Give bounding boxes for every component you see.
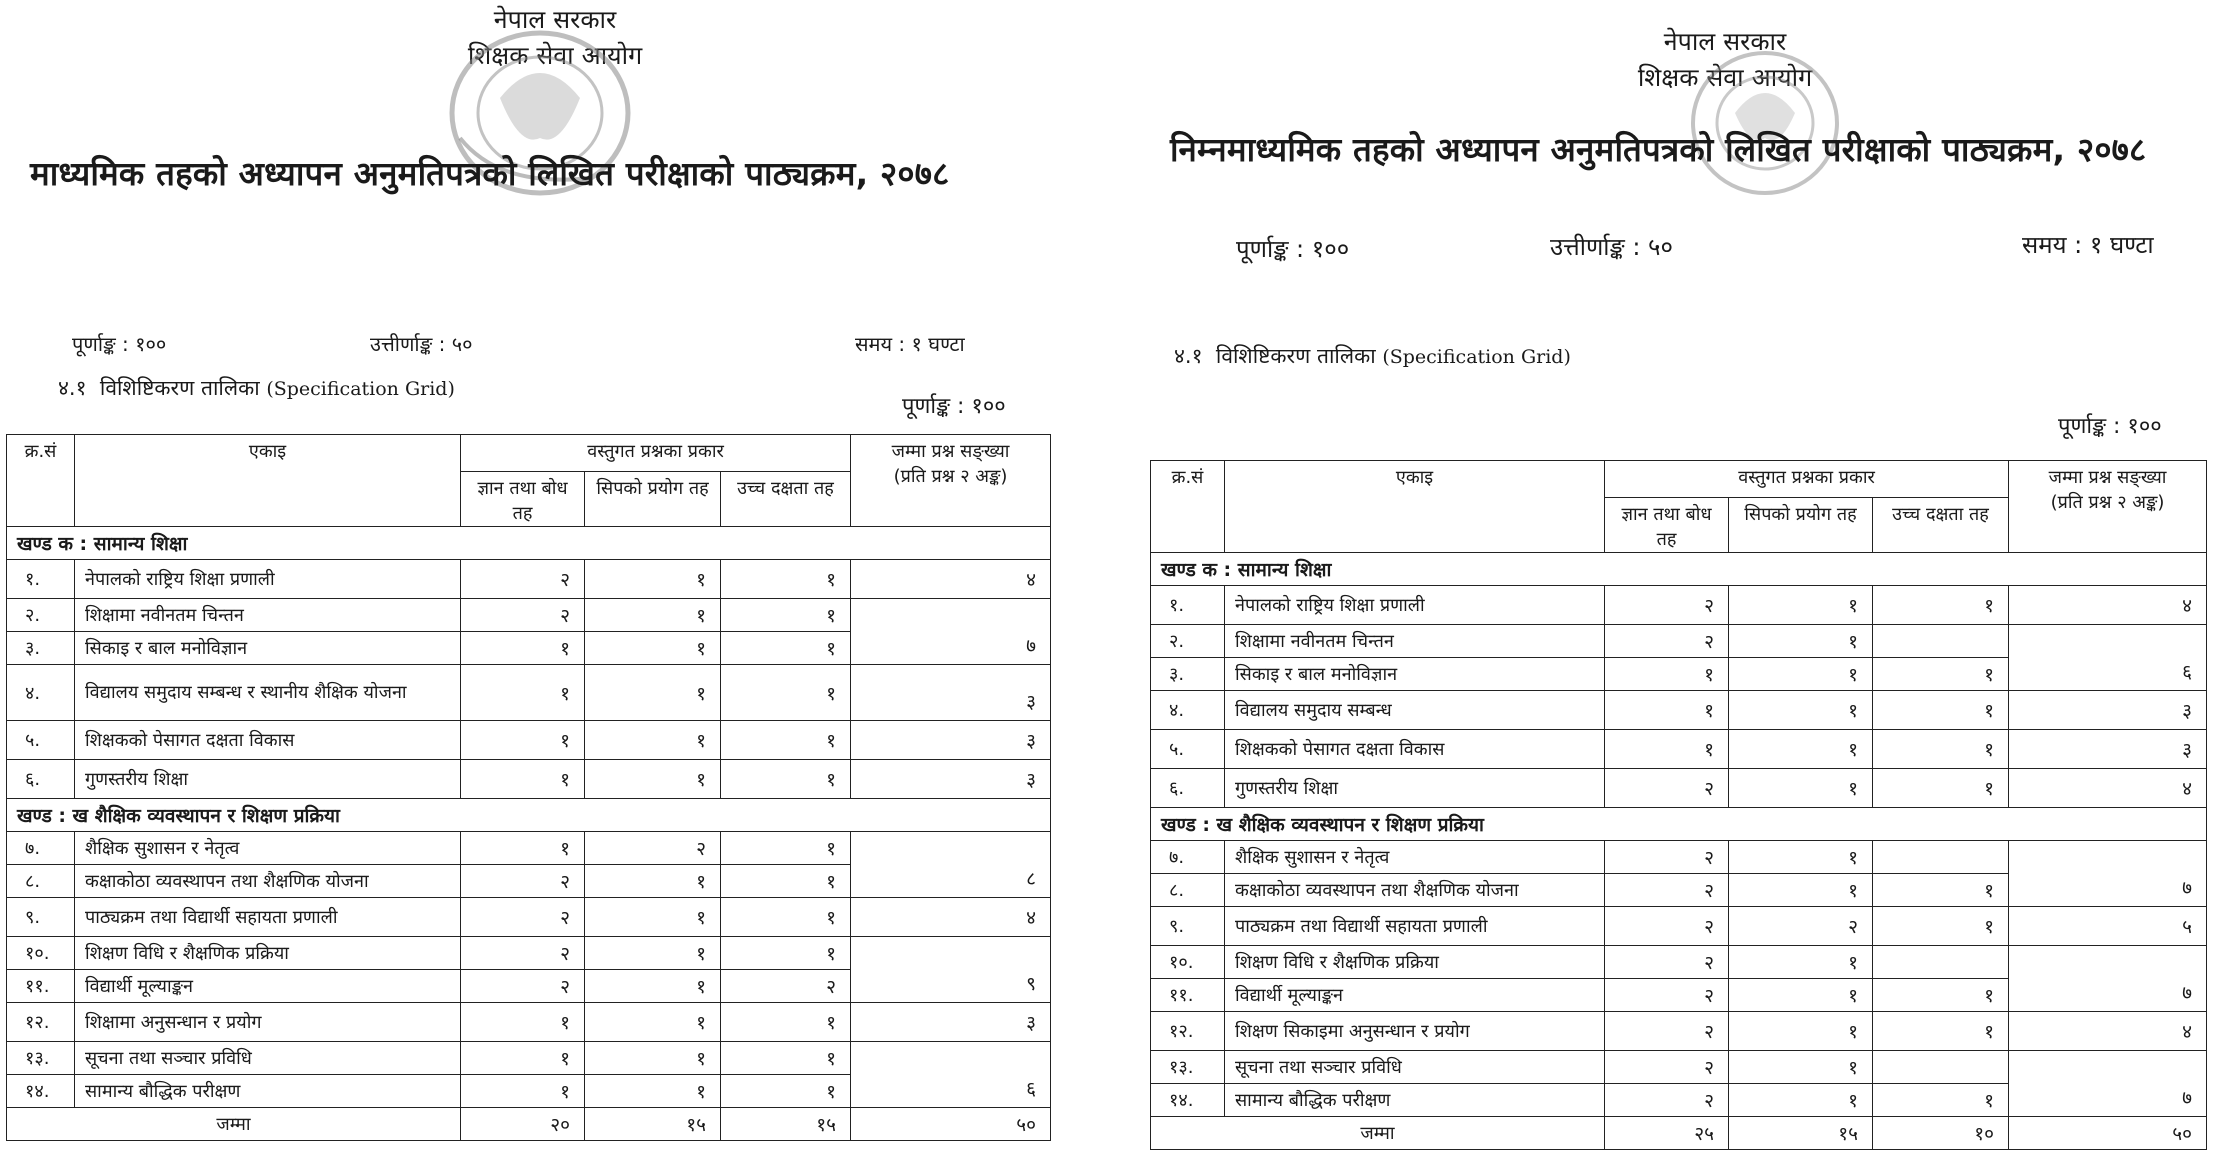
total-knowledge: २५ xyxy=(1605,1117,1729,1150)
commission-name: शिक्षक सेवा आयोग xyxy=(467,41,643,70)
table-row xyxy=(7,1003,1051,1042)
table-row xyxy=(1151,691,2207,730)
group-total: ६ xyxy=(851,1042,1051,1108)
row-higher-count xyxy=(1873,1051,2009,1084)
table-row xyxy=(7,898,1051,937)
group-total: ७ xyxy=(851,599,1051,665)
section-row xyxy=(7,527,1051,560)
table-row xyxy=(7,760,1051,799)
row-application-count: १ xyxy=(585,721,721,760)
row-higher-count: १ xyxy=(1873,586,2009,625)
row-knowledge-count: १ xyxy=(461,632,585,665)
row-application-count: १ xyxy=(1729,1051,1873,1084)
row-knowledge-count: २ xyxy=(1605,1051,1729,1084)
row-serial: ६. xyxy=(1151,769,1225,808)
row-knowledge-count: १ xyxy=(461,832,585,865)
row-application-count: १ xyxy=(1729,769,1873,808)
row-unit: नेपालको राष्ट्रिय शिक्षा प्रणाली xyxy=(75,560,461,599)
row-application-count: १ xyxy=(585,632,721,665)
row-higher-count: १ xyxy=(721,898,851,937)
header-total-label: जम्मा प्रश्न सङ्ख्या xyxy=(891,441,1010,462)
row-application-count: १ xyxy=(1729,979,1873,1012)
row-knowledge-count: १ xyxy=(461,665,585,721)
row-knowledge-count: २ xyxy=(461,898,585,937)
section-row xyxy=(1151,553,2207,586)
row-higher-count: १ xyxy=(1873,1084,2009,1117)
table-row xyxy=(1151,1051,2207,1084)
group-total: ४ xyxy=(851,560,1051,599)
table-row xyxy=(1151,769,2207,808)
table-row xyxy=(1151,1012,2207,1051)
table-row xyxy=(1151,841,2207,874)
row-unit: कक्षाकोठा व्यवस्थापन तथा शैक्षणिक योजना xyxy=(75,865,461,898)
header-unit: एकाइ xyxy=(75,435,461,527)
section-heading xyxy=(58,374,455,402)
row-serial: ३. xyxy=(1151,658,1225,691)
table-row xyxy=(1151,730,2207,769)
total-label: जम्मा xyxy=(1151,1117,1605,1150)
row-knowledge-count: २ xyxy=(461,560,585,599)
row-unit: सिकाइ र बाल मनोविज्ञान xyxy=(75,632,461,665)
header-total-note: (प्रति प्रश्न २ अङ्क) xyxy=(893,466,1008,487)
row-higher-count: १ xyxy=(721,599,851,632)
group-total: ७ xyxy=(2009,946,2207,1012)
header-total-questions xyxy=(2009,461,2207,553)
table-row xyxy=(7,1042,1051,1075)
row-serial: ८. xyxy=(1151,874,1225,907)
row-unit: सामान्य बौद्धिक परीक्षण xyxy=(75,1075,461,1108)
row-unit: शिक्षामा नवीनतम चिन्तन xyxy=(75,599,461,632)
table-row xyxy=(1151,586,2207,625)
pass-marks: उत्तीर्णाङ्क : ५० xyxy=(1550,233,1674,261)
row-higher-count: १ xyxy=(721,865,851,898)
row-serial: ९. xyxy=(1151,907,1225,946)
row-unit: नेपालको राष्ट्रिय शिक्षा प्रणाली xyxy=(1225,586,1605,625)
row-application-count: १ xyxy=(585,760,721,799)
row-knowledge-count: १ xyxy=(461,760,585,799)
group-total: ७ xyxy=(2009,1051,2207,1117)
row-unit: शैक्षिक सुशासन र नेतृत्व xyxy=(75,832,461,865)
group-total: ३ xyxy=(2009,730,2207,769)
exam-time: समय : १ घण्टा xyxy=(855,332,965,356)
total-application: १५ xyxy=(1729,1117,1873,1150)
total-row xyxy=(7,1108,1051,1141)
document-title: माध्यमिक तहको अध्यापन अनुमतिपत्रको लिखित परीक्षाको पाठ्यक्रम, २०७८ xyxy=(30,154,950,193)
row-knowledge-count: २ xyxy=(1605,1084,1729,1117)
row-application-count: १ xyxy=(585,937,721,970)
table-row xyxy=(7,721,1051,760)
row-application-count: १ xyxy=(1729,625,1873,658)
row-application-count: १ xyxy=(585,599,721,632)
header-knowledge-level: ज्ञान तथा बोध तह xyxy=(1605,498,1729,553)
group-total: ८ xyxy=(851,832,1051,898)
row-application-count: १ xyxy=(585,1003,721,1042)
row-unit: सिकाइ र बाल मनोविज्ञान xyxy=(1225,658,1605,691)
official-seal-icon xyxy=(1680,38,1850,208)
total-questions: ५० xyxy=(851,1108,1051,1141)
section-label: खण्ड क : सामान्य शिक्षा xyxy=(1151,553,2207,586)
row-application-count: १ xyxy=(1729,1012,1873,1051)
row-application-count: १ xyxy=(585,665,721,721)
group-total: ४ xyxy=(2009,586,2207,625)
row-serial: ३. xyxy=(7,632,75,665)
row-unit: गुणस्तरीय शिक्षा xyxy=(1225,769,1605,808)
row-serial: १. xyxy=(1151,586,1225,625)
row-unit: सूचना तथा सञ्चार प्रविधि xyxy=(1225,1051,1605,1084)
total-knowledge: २० xyxy=(461,1108,585,1141)
row-serial: ४. xyxy=(1151,691,1225,730)
row-application-count: १ xyxy=(1729,730,1873,769)
header-question-types: वस्तुगत प्रश्नका प्रकार xyxy=(461,435,851,472)
row-application-count: १ xyxy=(1729,946,1873,979)
row-knowledge-count: १ xyxy=(1605,730,1729,769)
full-marks: पूर्णाङ्क : १०० xyxy=(1236,235,1350,263)
row-knowledge-count: २ xyxy=(1605,625,1729,658)
row-serial: १. xyxy=(7,560,75,599)
row-serial: ११. xyxy=(1151,979,1225,1012)
row-application-count: १ xyxy=(1729,691,1873,730)
row-higher-count: १ xyxy=(721,632,851,665)
table-header-row xyxy=(1151,461,2207,498)
row-serial: ९. xyxy=(7,898,75,937)
row-serial: ८. xyxy=(7,865,75,898)
row-unit: विद्यालय समुदाय सम्बन्ध र स्थानीय शैक्षिक योजना xyxy=(75,665,461,721)
row-higher-count: १ xyxy=(721,760,851,799)
row-unit: गुणस्तरीय शिक्षा xyxy=(75,760,461,799)
row-higher-count: १ xyxy=(1873,979,2009,1012)
section-row xyxy=(1151,808,2207,841)
row-serial: १३. xyxy=(1151,1051,1225,1084)
section-title: विशिष्टिकरण तालिका xyxy=(99,376,260,400)
header-serial: क्र.सं xyxy=(7,435,75,527)
row-application-count: १ xyxy=(1729,874,1873,907)
row-knowledge-count: १ xyxy=(461,1042,585,1075)
row-knowledge-count: २ xyxy=(1605,1012,1729,1051)
row-serial: १०. xyxy=(1151,946,1225,979)
government-name: नेपाल सरकार xyxy=(493,5,617,34)
row-unit: शैक्षिक सुशासन र नेतृत्व xyxy=(1225,841,1605,874)
header-question-types: वस्तुगत प्रश्नका प्रकार xyxy=(1605,461,2009,498)
header-total-note: (प्रति प्रश्न २ अङ्क) xyxy=(2050,492,2165,513)
row-unit: कक्षाकोठा व्यवस्थापन तथा शैक्षणिक योजना xyxy=(1225,874,1605,907)
row-serial: ७. xyxy=(1151,841,1225,874)
row-application-count: २ xyxy=(585,832,721,865)
row-unit: शिक्षण सिकाइमा अनुसन्धान र प्रयोग xyxy=(1225,1012,1605,1051)
row-higher-count xyxy=(1873,625,2009,658)
row-knowledge-count: २ xyxy=(1605,769,1729,808)
specification-grid-table xyxy=(1150,460,2207,1150)
total-row xyxy=(1151,1117,2207,1150)
group-total: ५ xyxy=(2009,907,2207,946)
section-number: ४.१ xyxy=(58,376,87,400)
row-unit: विद्यार्थी मूल्याङ्कन xyxy=(75,970,461,1003)
row-knowledge-count: २ xyxy=(461,865,585,898)
row-higher-count: १ xyxy=(1873,907,2009,946)
row-unit: विद्यालय समुदाय सम्बन्ध xyxy=(1225,691,1605,730)
row-higher-count: २ xyxy=(721,970,851,1003)
row-unit: शिक्षकको पेसागत दक्षता विकास xyxy=(1225,730,1605,769)
pass-marks: उत्तीर्णाङ्क : ५० xyxy=(370,332,473,356)
section-title-english: (Specification Grid) xyxy=(1382,346,1571,368)
row-serial: २. xyxy=(7,599,75,632)
row-application-count: १ xyxy=(585,865,721,898)
row-unit: शिक्षण विधि र शैक्षणिक प्रक्रिया xyxy=(1225,946,1605,979)
lower-secondary-level-syllabus xyxy=(1140,0,2222,1145)
header-higher-level: उच्च दक्षता तह xyxy=(721,472,851,527)
row-higher-count xyxy=(1873,841,2009,874)
section-heading xyxy=(1174,342,1571,370)
row-unit: सूचना तथा सञ्चार प्रविधि xyxy=(75,1042,461,1075)
table-row xyxy=(7,832,1051,865)
row-higher-count: १ xyxy=(1873,691,2009,730)
row-application-count: १ xyxy=(585,970,721,1003)
row-higher-count: १ xyxy=(721,721,851,760)
header-serial: क्र.सं xyxy=(1151,461,1225,553)
section-title: विशिष्टिकरण तालिका xyxy=(1215,344,1376,368)
row-serial: १३. xyxy=(7,1042,75,1075)
section-label: खण्ड : ख शैक्षिक व्यवस्थापन र शिक्षण प्रक्रिया xyxy=(1151,808,2207,841)
row-knowledge-count: २ xyxy=(1605,946,1729,979)
row-knowledge-count: २ xyxy=(1605,841,1729,874)
row-application-count: १ xyxy=(1729,658,1873,691)
table-row xyxy=(7,937,1051,970)
row-unit: पाठ्यक्रम तथा विद्यार्थी सहायता प्रणाली xyxy=(1225,907,1605,946)
row-knowledge-count: २ xyxy=(1605,979,1729,1012)
row-serial: ४. xyxy=(7,665,75,721)
row-application-count: २ xyxy=(1729,907,1873,946)
header-higher-level: उच्च दक्षता तह xyxy=(1873,498,2009,553)
row-unit: शिक्षामा नवीनतम चिन्तन xyxy=(1225,625,1605,658)
section-label: खण्ड क : सामान्य शिक्षा xyxy=(7,527,1051,560)
group-total: ४ xyxy=(2009,769,2207,808)
group-total: ३ xyxy=(851,1003,1051,1042)
row-serial: १४. xyxy=(7,1075,75,1108)
row-application-count: १ xyxy=(585,898,721,937)
group-total: ४ xyxy=(2009,1012,2207,1051)
row-serial: ५. xyxy=(7,721,75,760)
row-unit: शिक्षकको पेसागत दक्षता विकास xyxy=(75,721,461,760)
table-row xyxy=(7,560,1051,599)
row-higher-count: १ xyxy=(1873,874,2009,907)
row-higher-count: १ xyxy=(721,832,851,865)
row-higher-count xyxy=(1873,946,2009,979)
row-application-count: १ xyxy=(1729,1084,1873,1117)
section-row xyxy=(7,799,1051,832)
row-knowledge-count: २ xyxy=(461,970,585,1003)
header-knowledge-level: ज्ञान तथा बोध तह xyxy=(461,472,585,527)
document-title: निम्नमाध्यमिक तहको अध्यापन अनुमतिपत्रको लिखित परीक्षाको पाठ्यक्रम, २०७८ xyxy=(1170,130,2147,169)
row-higher-count: १ xyxy=(1873,1012,2009,1051)
section-title-english: (Specification Grid) xyxy=(266,378,455,400)
row-application-count: १ xyxy=(1729,841,1873,874)
total-questions: ५० xyxy=(2009,1117,2207,1150)
row-higher-count: १ xyxy=(1873,730,2009,769)
row-unit: पाठ्यक्रम तथा विद्यार्थी सहायता प्रणाली xyxy=(75,898,461,937)
group-total: ६ xyxy=(2009,625,2207,691)
header-application-level: सिपको प्रयोग तह xyxy=(1729,498,1873,553)
row-higher-count: १ xyxy=(721,1003,851,1042)
row-higher-count: १ xyxy=(1873,658,2009,691)
row-higher-count: १ xyxy=(721,560,851,599)
row-knowledge-count: २ xyxy=(461,937,585,970)
row-unit: विद्यार्थी मूल्याङ्कन xyxy=(1225,979,1605,1012)
specification-grid-table xyxy=(6,434,1051,1141)
section-number: ४.१ xyxy=(1174,344,1203,368)
table-header-row xyxy=(7,435,1051,472)
row-serial: ७. xyxy=(7,832,75,865)
row-higher-count: १ xyxy=(721,1075,851,1108)
row-higher-count: १ xyxy=(721,1042,851,1075)
row-serial: २. xyxy=(1151,625,1225,658)
row-higher-count: १ xyxy=(721,937,851,970)
header-total-label: जम्मा प्रश्न सङ्ख्या xyxy=(2048,467,2167,488)
header-application-level: सिपको प्रयोग तह xyxy=(585,472,721,527)
row-knowledge-count: १ xyxy=(461,1003,585,1042)
row-serial: ११. xyxy=(7,970,75,1003)
row-serial: ५. xyxy=(1151,730,1225,769)
row-serial: १०. xyxy=(7,937,75,970)
row-higher-count: १ xyxy=(721,665,851,721)
row-application-count: १ xyxy=(585,560,721,599)
row-knowledge-count: २ xyxy=(1605,586,1729,625)
group-total: ३ xyxy=(2009,691,2207,730)
exam-time: समय : १ घण्टा xyxy=(2022,231,2154,259)
row-serial: १२. xyxy=(1151,1012,1225,1051)
row-knowledge-count: १ xyxy=(1605,691,1729,730)
table-row xyxy=(1151,625,2207,658)
row-knowledge-count: १ xyxy=(1605,658,1729,691)
table-full-marks: पूर्णाङ्क : १०० xyxy=(902,394,1006,419)
group-total: ३ xyxy=(851,760,1051,799)
table-row xyxy=(7,665,1051,721)
table-full-marks: पूर्णाङ्क : १०० xyxy=(2058,414,2162,439)
total-higher: १५ xyxy=(721,1108,851,1141)
table-row xyxy=(1151,907,2207,946)
header-total-questions xyxy=(851,435,1051,527)
row-knowledge-count: २ xyxy=(1605,874,1729,907)
table-row xyxy=(7,599,1051,632)
total-higher: १० xyxy=(1873,1117,2009,1150)
group-total: ३ xyxy=(851,721,1051,760)
total-label: जम्मा xyxy=(7,1108,461,1141)
commission-name: शिक्षक सेवा आयोग xyxy=(1637,63,1813,92)
group-total: ३ xyxy=(851,665,1051,721)
section-label: खण्ड : ख शैक्षिक व्यवस्थापन र शिक्षण प्रक्रिया xyxy=(7,799,1051,832)
row-serial: ६. xyxy=(7,760,75,799)
header-unit: एकाइ xyxy=(1225,461,1605,553)
row-knowledge-count: २ xyxy=(461,599,585,632)
row-higher-count: १ xyxy=(1873,769,2009,808)
row-serial: १२. xyxy=(7,1003,75,1042)
group-total: ४ xyxy=(851,898,1051,937)
row-serial: १४. xyxy=(1151,1084,1225,1117)
row-application-count: १ xyxy=(585,1042,721,1075)
row-knowledge-count: २ xyxy=(1605,907,1729,946)
row-unit: सामान्य बौद्धिक परीक्षण xyxy=(1225,1084,1605,1117)
group-total: ९ xyxy=(851,937,1051,1003)
row-unit: शिक्षामा अनुसन्धान र प्रयोग xyxy=(75,1003,461,1042)
government-name: नेपाल सरकार xyxy=(1663,27,1787,56)
row-application-count: १ xyxy=(1729,586,1873,625)
table-row xyxy=(1151,946,2207,979)
secondary-level-syllabus xyxy=(0,0,1060,1136)
row-application-count: १ xyxy=(585,1075,721,1108)
row-knowledge-count: १ xyxy=(461,721,585,760)
row-unit: शिक्षण विधि र शैक्षणिक प्रक्रिया xyxy=(75,937,461,970)
full-marks: पूर्णाङ्क : १०० xyxy=(72,332,167,356)
group-total: ७ xyxy=(2009,841,2207,907)
total-application: १५ xyxy=(585,1108,721,1141)
row-knowledge-count: १ xyxy=(461,1075,585,1108)
